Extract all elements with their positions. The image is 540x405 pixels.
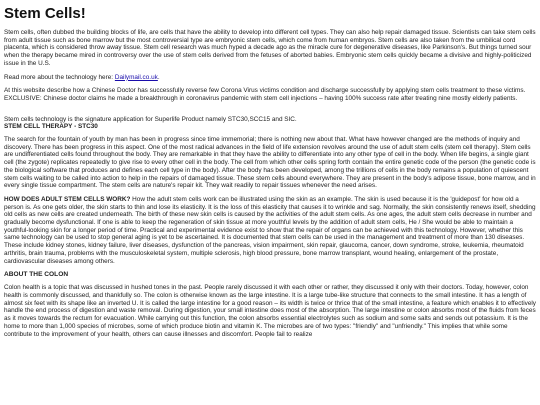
how-stem-cells-work-text: How the adult stem cells work can be illustrated using the skin as an example. The skin is used because it is the 'guidepost' for how old a person is. As one gets older, the skin starts to thin and lose its elasticity. It is the loss of this elasticity that causes it to wrinkle and sag. Normally, the skin consistently renews itself, shedding old cells as new cells are created underneath. The birth of these new skin cells is caused by the activities of the adult stem cells. As one ages, the adult stem cells decrease in number and gradually become dysfunctional. If one is able to keep the regeneration of skin tissue at more youthful levels by the addition of adult stem cells, He / She would be able to maintain a youthful-looking skin for a longer period of time. Practical and experimental evidence exist to show that the repair of organs can be achieved with this technology. However, whether this same technology can be used to stop general aging is yet to be ascertained. It is documented that stem cells can be used in the management and treatment of more than 130 diseases. These include kidney stones, kidney failure, liver diseases, dysfunction of the pancreas, vision impairment, skin repair, glaucoma, cancer, down syndrome, stroke, leukemia, rheumatoid arthritis, brain trauma, problems with the musculoskeletal system, multiple sclerosis, high blood pressure, bone marrow transplant, wound healing, enlargement of the prostate, cardiovascular diseases among others.	[4, 195, 536, 265]
read-more-line	[4, 74, 536, 82]
read-more-prefix: Read more about the technology here:	[4, 73, 115, 81]
colon-paragraph: Colon health is a topic that was discussed in hushed tones in the past. People rarely discussed it with each other or rather, they discussed it only with their doctors. Today, however, colon health is commonly discussed, and thankfully so. The colon is otherwise known as the large intestine. It is a large tube-like structure that connects to the small intestine. It has a length of almost six feet with its shape like an inverted U. It is called the large intestine for a good reason – its width is twice or thrice that of the small intestine, a feature which enables it to effectively handle the end process of digestion and waste removal. During digestion, your small intestine does most of the absorption. The large intestine or colon absorbs most of the fluids from feces as it moves towards the rectum for evacuation. While carrying out this function, the colon absorbs essential electrolytes such as sodium and some salts and sends out potassium. It is the home to more than 1,000 species of microbes, some of which produce biotin and vitamin K. The microbes are of two types: "friendly" and "unfriendly." This implies that while some contribute to the improvement of your health, others can cause illnesses and discomfort. People fail to realize	[4, 284, 536, 338]
heading-about-the-colon: ABOUT THE COLON	[4, 271, 69, 279]
how-stem-cells-work-label: HOW DOES ADULT STEM CELLS WORK?	[4, 195, 131, 203]
signature-application-paragraph: Stem cells technology is the signature application for Superlife Product namely STC30,SCC15 and SIC.	[4, 115, 297, 123]
spacer	[4, 109, 536, 116]
how-stem-cells-work-paragraph	[4, 196, 536, 265]
read-more-suffix: .	[157, 73, 160, 81]
fountain-of-youth-paragraph: The search for the fountain of youth by man has been in progress since time immemorial; there is nothing new about that. What have however changed are the methods of inquiry and discovery. There has been progress in this aspect. One of the most radical advances in the field of life extension revolves around the use of adult stem cells (stem cell therapy). Stem cells are undifferentiated cells found throughout the body. They are remarkable in that they have the ability to differentiate into any other type of cell in the body. When life begins, a single giant cell (the zygote) replicates repeatedly to give rise to every other cell in the body. The cell from which other cells spring forth contain the entire genetic code of the person (the genetic code is the biological software that produces and defines each cell type in the body). After the body has been developed, among the trillions of cells in the body remains a population of quiescent stem cells waiting to be called into action to help in the repairs of damaged tissue. These stem cells abound everywhere. They are present in the body's adipose tissue, bone marrow, and in every single tissue compartment. The stem cells are nature's repair kit. They wait readily to repair tissues whenever the need arises.	[4, 136, 536, 190]
dailymail-link[interactable]: Dailymail.co.uk	[114, 73, 158, 81]
page-title: Stem Cells!	[4, 5, 86, 22]
chinese-doctor-paragraph: At this website describe how a Chinese Doctor has successfully reverse few Corona Virus victims condition and discharge successfully by applying stem cells treatment to these victims. EXCLUSIVE: Chinese doctor claims he made a breakthrough in coronavirus pandemic with stem cell injections – having 100% success rate after treating nine mostly elderly patients.	[4, 87, 526, 102]
heading-stem-cell-therapy: STEM CELL THERAPY - STC30	[4, 123, 98, 131]
intro-paragraph: Stem cells, often dubbed the building blocks of life, are cells that have the ability to develop into different cell types. They can also help repair damaged tissue. Scientists can take stem cells from adult tissue such as bone marrow but the most controversial type are embryonic stem cells, which come from human embryos. Stem cells are also taken from the umbilical cord placenta, which is considered throw away tissue. Stem cell research was much hyped a decade ago as the miracle cure for degenerative diseases, like Parkinson's. But things turned sour when the therapy became mired in controversy over the use of stem cells derived from the fetuses of aborted babies. Embryonic stem cells quickly became a divisive and highly-politicized issue in the U.S.	[4, 29, 536, 67]
